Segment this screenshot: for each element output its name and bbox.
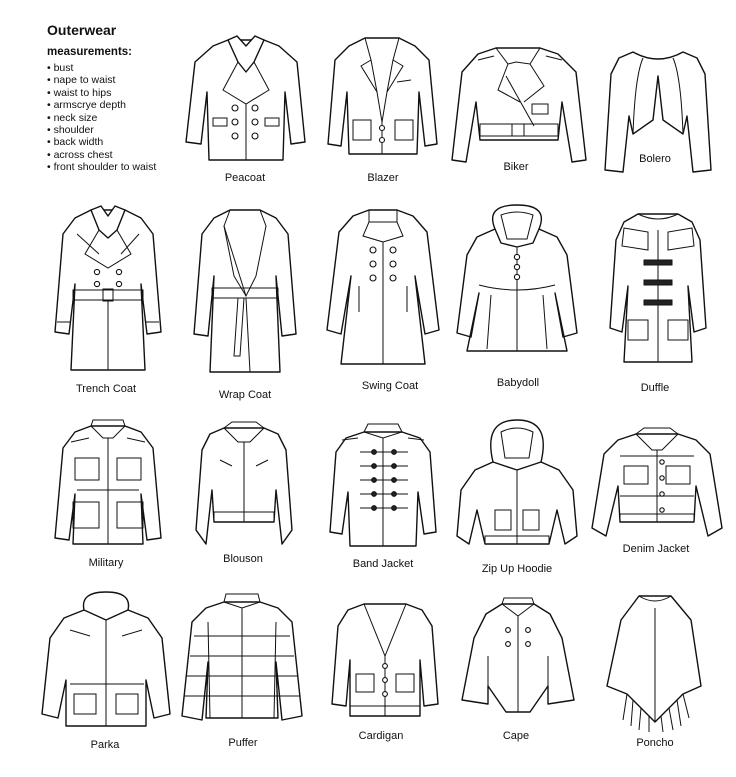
- military-jacket-icon: [53, 418, 163, 550]
- cape-icon: [460, 596, 575, 721]
- puffer-jacket-icon: [180, 592, 305, 727]
- garment-label: Blazer: [367, 172, 399, 184]
- measurement-item: • armscrye depth: [47, 99, 156, 111]
- garment-label: Swing Coat: [361, 380, 419, 392]
- garment-label: Zip Up Hoodie: [481, 563, 553, 575]
- garment-label: Parka: [90, 739, 120, 751]
- blouson-icon: [194, 420, 294, 548]
- garment-label: Poncho: [636, 737, 674, 749]
- garment-label: Trench Coat: [75, 383, 137, 395]
- garment-label: Cape: [502, 730, 530, 742]
- measurement-item: • nape to waist: [47, 74, 156, 86]
- cardigan-icon: [330, 600, 440, 720]
- blazer-icon: [325, 32, 440, 162]
- garment-label: Duffle: [640, 382, 670, 394]
- measurement-item: • back width: [47, 136, 156, 148]
- garment-label: Babydoll: [496, 377, 540, 389]
- measurement-item: • across chest: [47, 149, 156, 161]
- parka-icon: [40, 590, 175, 735]
- band-jacket-icon: [328, 422, 438, 554]
- zip-up-hoodie-icon: [455, 418, 580, 553]
- biker-jacket-icon: [450, 42, 590, 167]
- garment-label: Band Jacket: [352, 558, 414, 570]
- wrap-coat-icon: [190, 206, 300, 381]
- garment-label: Biker: [503, 161, 529, 173]
- page-title: Outerwear: [47, 22, 117, 38]
- measurement-item: • neck size: [47, 112, 156, 124]
- measurements-heading: measurements:: [47, 46, 133, 58]
- measurement-item: • bust: [47, 62, 156, 74]
- garment-label: Bolero: [639, 153, 671, 165]
- garment-label: Wrap Coat: [218, 389, 272, 401]
- peacoat-icon: [183, 32, 308, 167]
- garment-label: Denim Jacket: [622, 543, 690, 555]
- denim-jacket-icon: [590, 426, 725, 542]
- babydoll-coat-icon: [455, 203, 580, 363]
- garment-label: Peacoat: [224, 172, 266, 184]
- measurement-item: • shoulder: [47, 124, 156, 136]
- measurements-list: [47, 62, 156, 174]
- garment-label: Cardigan: [358, 730, 404, 742]
- garment-label: Military: [88, 557, 124, 569]
- garment-label: Puffer: [228, 737, 258, 749]
- garment-label: Blouson: [223, 553, 263, 565]
- swing-coat-icon: [325, 206, 440, 371]
- trench-coat-icon: [53, 204, 163, 376]
- measurement-item: • waist to hips: [47, 87, 156, 99]
- duffle-coat-icon: [608, 210, 708, 370]
- measurement-item: • front shoulder to waist: [47, 161, 156, 173]
- poncho-icon: [605, 590, 705, 735]
